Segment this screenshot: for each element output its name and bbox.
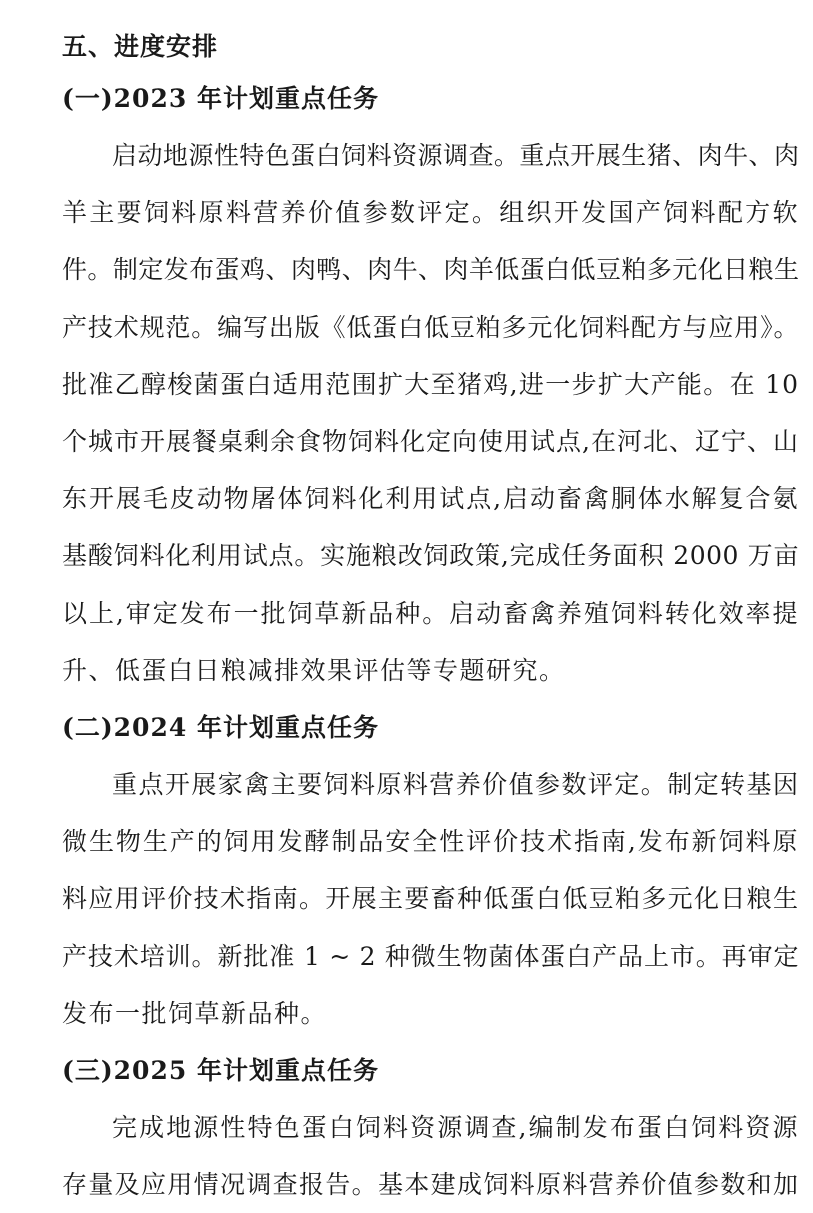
paragraph-line: 批准乙醇梭菌蛋白适用范围扩大至猪鸡,进一步扩大产能。在 10 [62, 369, 799, 399]
subsection-heading-2025: (三)2025 年计划重点任务 [62, 1056, 379, 1086]
paragraph-2023-tasks [62, 127, 799, 699]
paragraph-line: 完成地源性特色蛋白饲料资源调查,编制发布蛋白饲料资源 [112, 1113, 799, 1143]
paragraph-line: 料应用评价技术指南。开展主要畜种低蛋白低豆粕多元化日粮生 [62, 884, 799, 914]
paragraph-line: 件。制定发布蛋鸡、肉鸭、肉牛、肉羊低蛋白低豆粕多元化日粮生 [62, 255, 799, 285]
paragraph-line: 升、低蛋白日粮减排效果评估等专题研究。 [62, 655, 566, 685]
paragraph-line: 东开展毛皮动物屠体饲料化利用试点,启动畜禽胴体水解复合氨 [62, 484, 799, 514]
paragraph-line: 以上,审定发布一批饲草新品种。启动畜禽养殖饲料转化效率提 [62, 598, 799, 628]
paragraph-line: 启动地源性特色蛋白饲料资源调查。重点开展生猪、肉牛、肉 [112, 141, 799, 170]
section-title: 五、进度安排 [62, 32, 219, 61]
paragraph-2024-tasks [62, 756, 799, 1042]
paragraph-line: 羊主要饲料原料营养价值参数评定。组织开发国产饲料配方软 [62, 198, 799, 228]
subsection-heading-2023: (一)2023 年计划重点任务 [62, 84, 379, 113]
paragraph-line: 存量及应用情况调查报告。基本建成饲料原料营养价值参数和加 [62, 1170, 799, 1200]
paragraph-line: 重点开展家禽主要饲料原料营养价值参数评定。制定转基因 [112, 770, 799, 800]
paragraph-line: 微生物生产的饲用发酵制品安全性评价技术指南,发布新饲料原 [62, 827, 799, 857]
paragraph-line: 基酸饲料化利用试点。实施粮改饲政策,完成任务面积 2000 万亩 [62, 541, 799, 571]
paragraph-line: 发布一批饲草新品种。 [62, 998, 328, 1028]
paragraph-line: 产技术培训。新批准 1 ~ 2 种微生物菌体蛋白产品上市。再审定 [62, 941, 799, 971]
subsection-heading-2024: (二)2024 年计划重点任务 [62, 713, 379, 743]
paragraph-line: 产技术规范。编写出版《低蛋白低豆粕多元化饲料配方与应用》。 [62, 312, 799, 342]
paragraph-line: 个城市开展餐桌剩余食物饲料化定向使用试点,在河北、辽宁、山 [62, 427, 799, 457]
paragraph-2025-tasks [62, 1099, 799, 1213]
